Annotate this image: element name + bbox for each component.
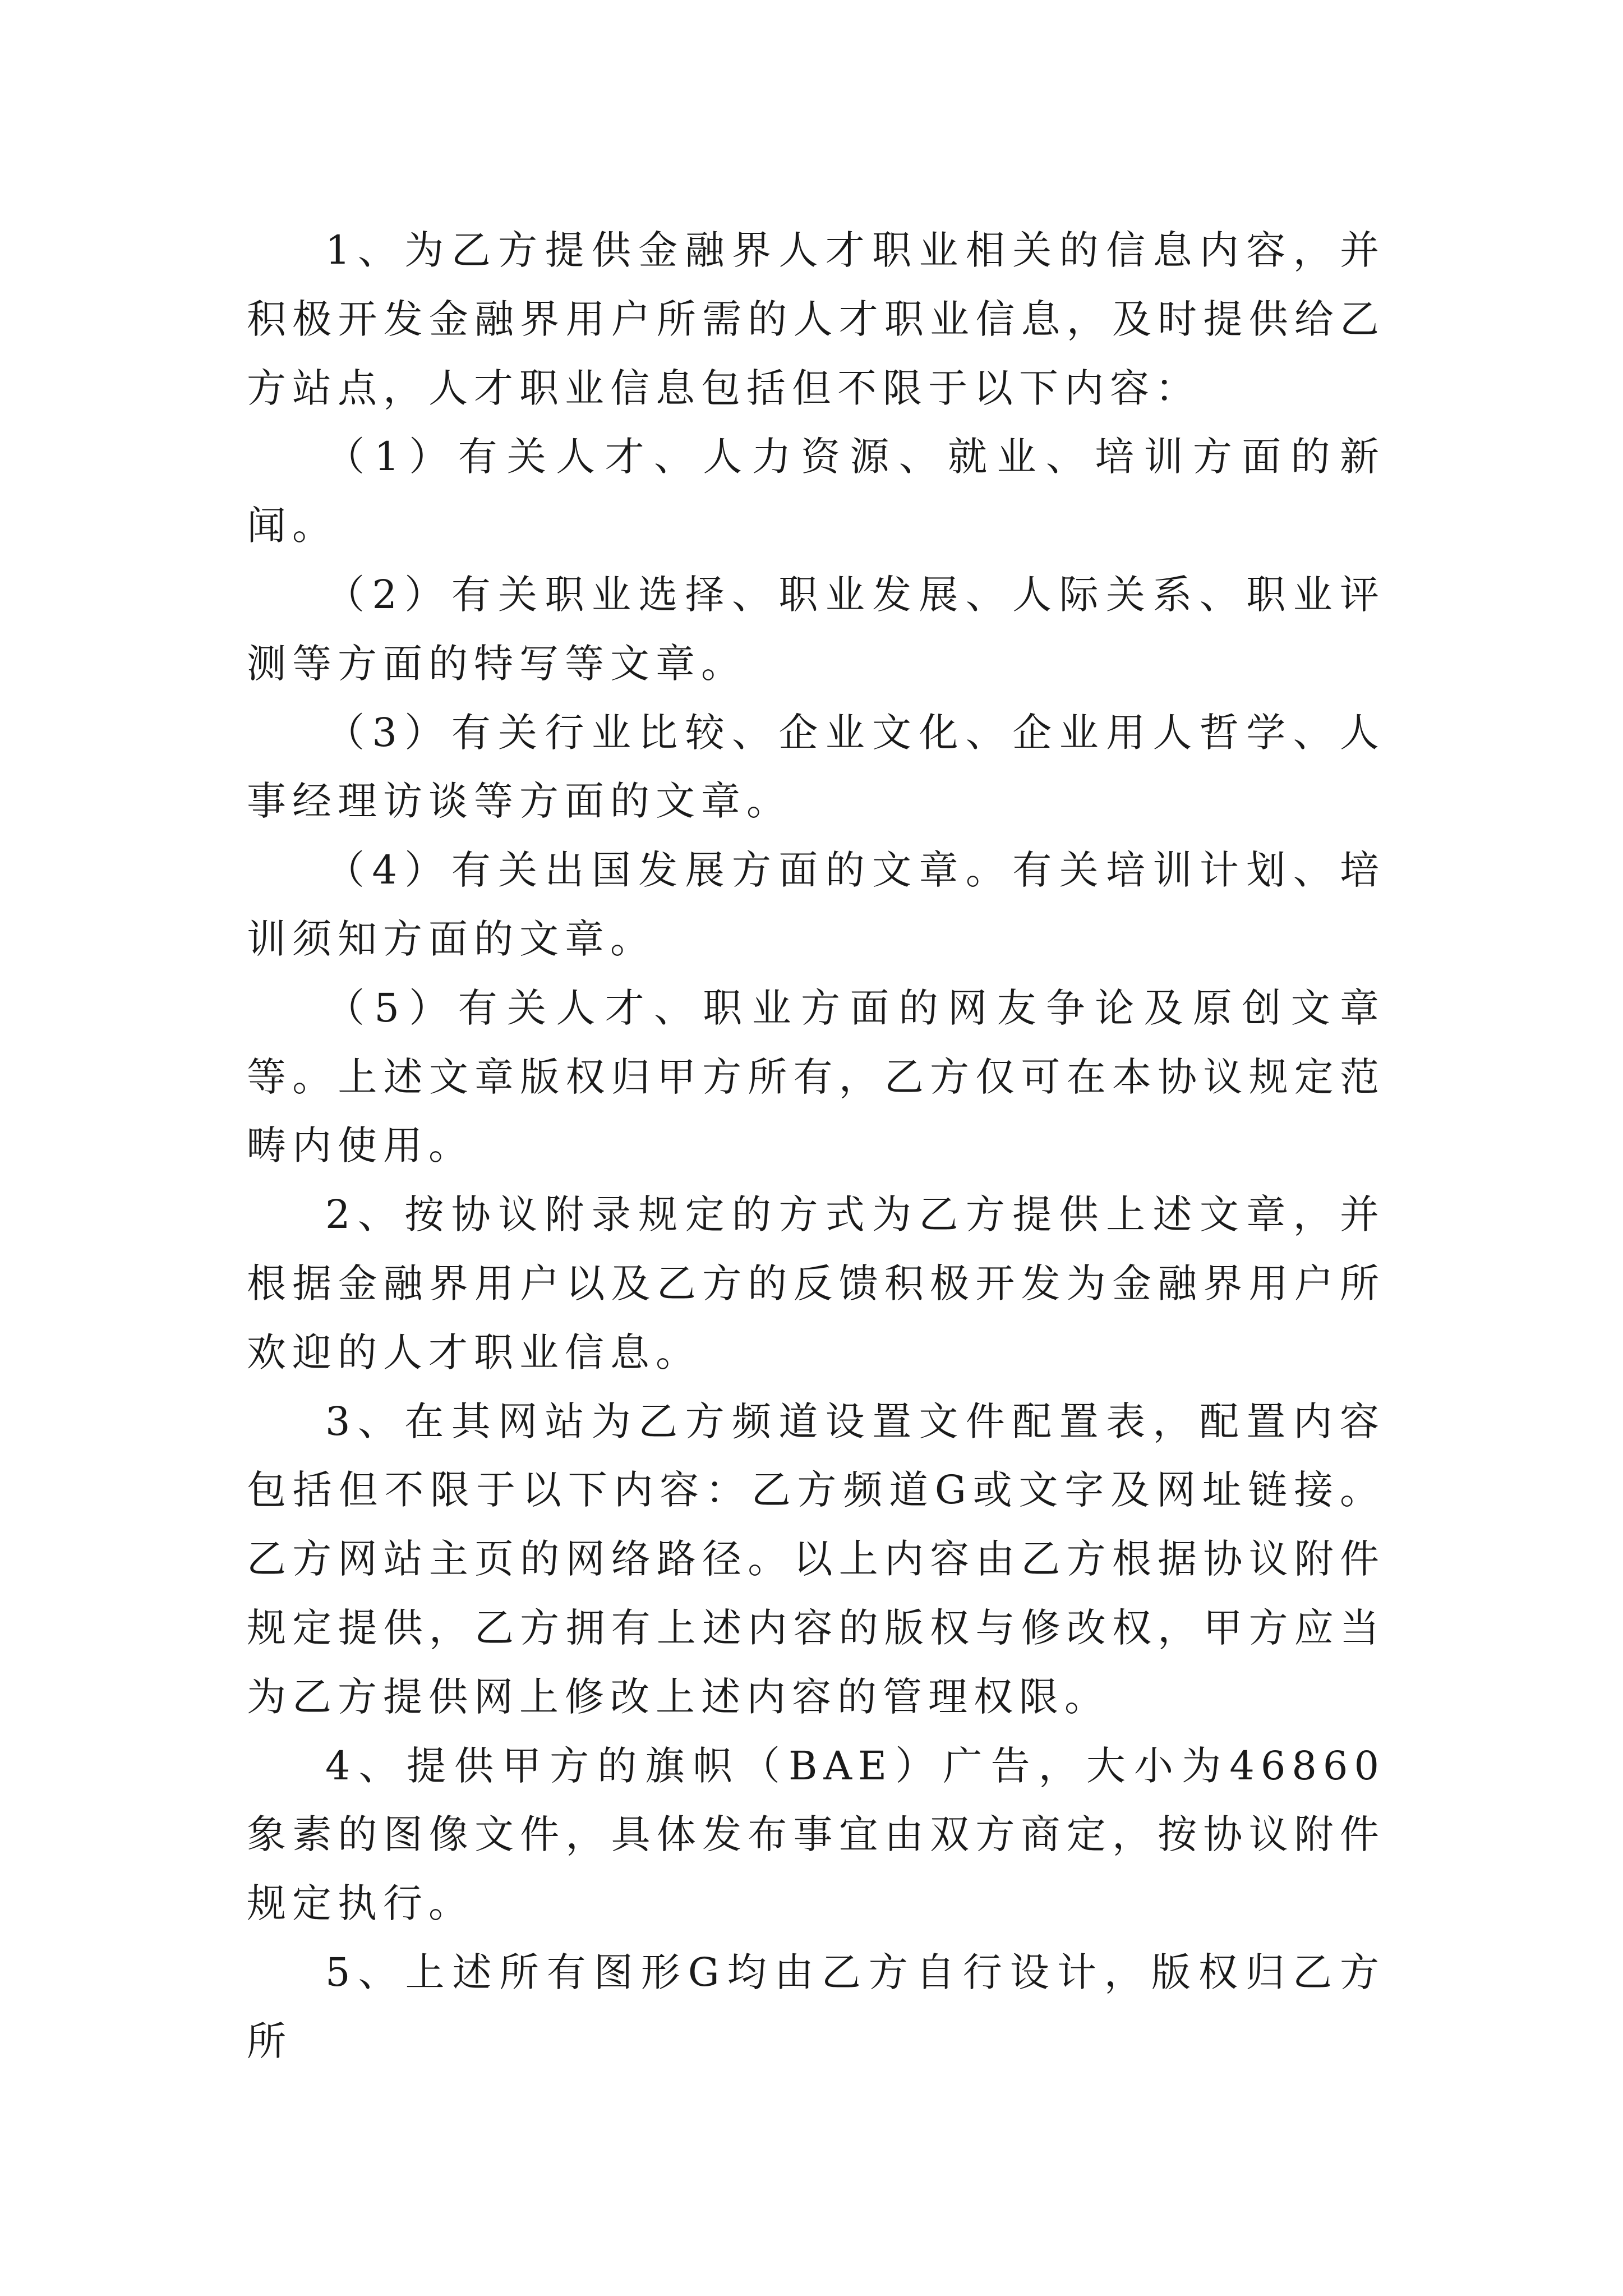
- paragraph-1-item-4: （4）有关出国发展方面的文章。有关培训计划、培训须知方面的文章。: [247, 847, 1385, 962]
- paragraph-5: 5、上述所有图形G均由乙方自行设计，版权归乙方所: [247, 1949, 1385, 2064]
- paragraph-3: 3、在其网站为乙方频道设置文件配置表，配置内容包括但不限于以下内容：乙方频道G或文字及网址链接。乙方网站主页的网络路径。以上内容由乙方根据协议附件规定提供，乙方拥有上述内容的版权与修改权，甲方应当为乙方提供网上修改上述内容的管理权限。: [247, 1398, 1385, 1720]
- paragraph-1: 1、为乙方提供金融界人才职业相关的信息内容，并积极开发金融界用户所需的人才职业信息，及时提供给乙方站点，人才职业信息包括但不限于以下内容：: [247, 227, 1385, 411]
- paragraph-1-item-3: （3）有关行业比较、企业文化、企业用人哲学、人事经理访谈等方面的文章。: [247, 709, 1385, 825]
- paragraph-1-item-2: （2）有关职业选择、职业发展、人际关系、职业评测等方面的特写等文章。: [247, 571, 1385, 687]
- document-body: [247, 216, 1385, 2076]
- paragraph-2: 2、按协议附录规定的方式为乙方提供上述文章，并根据金融界用户以及乙方的反馈积极开发为金融界用户所欢迎的人才职业信息。: [247, 1191, 1385, 1375]
- paragraph-4: 4、提供甲方的旗帜（BAE）广告，大小为46860象素的图像文件，具体发布事宜由双方商定，按协议附件规定执行。: [247, 1742, 1385, 1927]
- paragraph-1-item-5: （5）有关人才、职业方面的网友争论及原创文章等。上述文章版权归甲方所有，乙方仅可在本协议规定范畴内使用。: [247, 984, 1385, 1169]
- paragraph-1-item-1: （1）有关人才、人力资源、就业、培训方面的新闻。: [247, 434, 1385, 549]
